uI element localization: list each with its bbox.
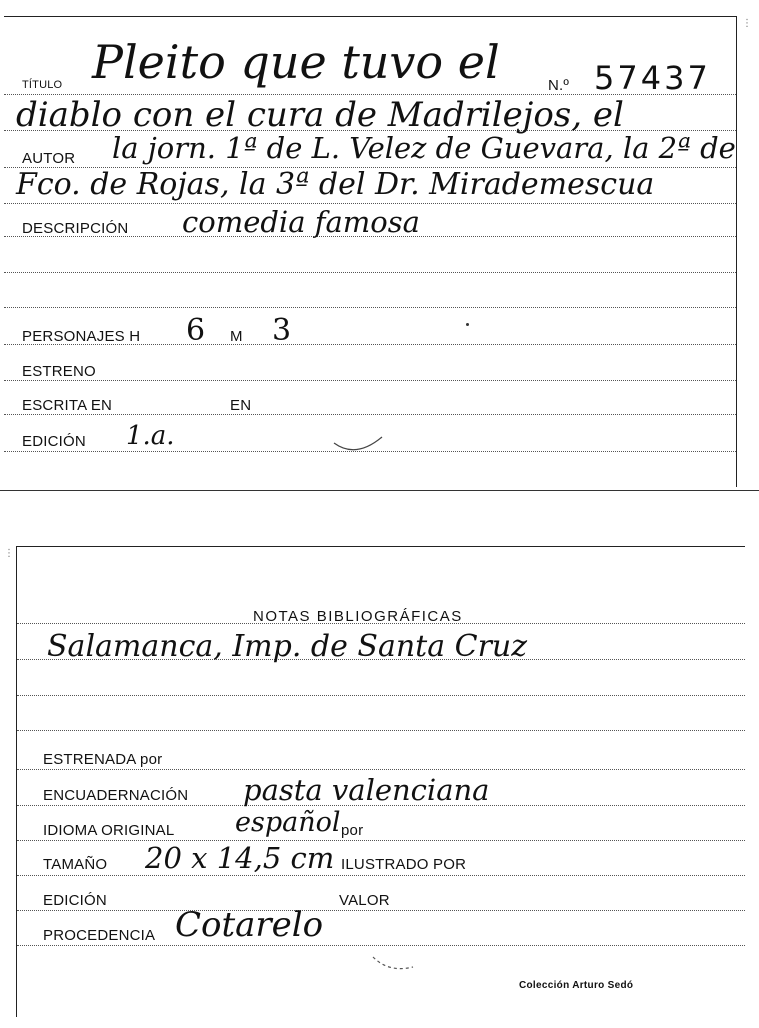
label-tamano: TAMAÑO <box>43 856 108 873</box>
dotted-rule <box>4 414 736 415</box>
label-idioma-original: IDIOMA ORIGINAL <box>43 822 175 839</box>
scan-mark-icon: ⋮ <box>742 18 752 29</box>
dotted-rule <box>17 769 745 770</box>
value-tamano: 20 x 14,5 cm <box>145 841 335 875</box>
dotted-rule <box>4 307 736 308</box>
dotted-rule <box>4 380 736 381</box>
label-en: EN <box>230 397 252 414</box>
value-descripcion: comedia famosa <box>182 205 420 239</box>
label-edicion: EDICIÓN <box>22 433 86 450</box>
label-notas-bibliograficas: NOTAS BIBLIOGRÁFICAS <box>253 608 463 625</box>
label-descripcion: DESCRIPCIÓN <box>22 220 129 237</box>
dotted-rule <box>4 203 736 204</box>
label-edicion-back: EDICIÓN <box>43 892 107 909</box>
value-personajes-m: 3 <box>272 313 292 348</box>
ink-smudge-icon <box>330 425 390 459</box>
label-ilustrado-por: ILUSTRADO POR <box>341 856 467 873</box>
value-titulo-line2: diablo con el cura de Madrilejos, el <box>16 95 624 135</box>
value-autor-line2: Fco. de Rojas, la 3ª del Dr. Mirademescua <box>16 167 655 202</box>
ink-smudge-icon <box>369 943 429 977</box>
value-personajes-h: 6 <box>186 313 206 348</box>
label-escrita-en: ESCRITA EN <box>22 397 113 414</box>
label-valor: VALOR <box>339 892 390 909</box>
dotted-rule <box>17 695 745 696</box>
value-procedencia: Cotarelo <box>175 905 324 945</box>
label-numero: N.º <box>548 77 570 94</box>
dotted-rule <box>17 730 745 731</box>
card-separator <box>0 490 759 491</box>
value-notas-bibliograficas: Salamanca, Imp. de Santa Cruz <box>47 629 528 664</box>
value-encuadernacion: pasta valenciana <box>243 773 490 807</box>
label-estreno: ESTRENO <box>22 363 96 380</box>
dotted-rule <box>17 910 745 911</box>
value-titulo-line1: Pleito que tuvo el <box>92 35 500 89</box>
collection-stamp: Colección Arturo Sedó <box>519 980 634 991</box>
label-personajes-h: PERSONAJES H <box>22 328 141 345</box>
catalog-card-back <box>16 546 745 1017</box>
dotted-rule <box>4 272 736 273</box>
scan-mark-icon: ⋮ <box>4 548 14 559</box>
value-numero: 57437 <box>594 59 711 97</box>
label-personajes-m: M <box>230 328 243 345</box>
label-encuadernacion: ENCUADERNACIÓN <box>43 787 189 804</box>
dotted-rule <box>17 840 745 841</box>
value-autor-line1: la jorn. 1ª de L. Velez de Guevara, la 2ª de <box>112 131 736 165</box>
label-procedencia: PROCEDENCIA <box>43 927 156 944</box>
ink-speck <box>466 323 469 326</box>
label-titulo: TÍTULO <box>22 79 63 91</box>
catalog-card-front <box>4 16 737 487</box>
label-autor: AUTOR <box>22 150 76 167</box>
value-edicion: 1.a. <box>126 421 175 451</box>
label-estrenada-por: ESTRENADA por <box>43 751 163 768</box>
dotted-rule <box>17 875 745 876</box>
value-idioma-original: español <box>235 807 341 838</box>
label-idioma-por: por <box>341 822 364 839</box>
